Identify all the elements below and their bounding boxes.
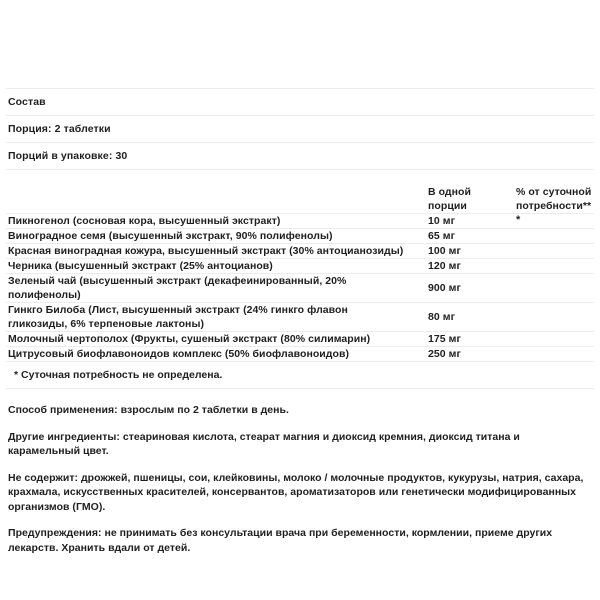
panel-gap — [0, 170, 600, 185]
nutrition-table-body — [6, 214, 594, 362]
ingredient-daily-value — [508, 303, 594, 332]
ingredient-amount: 900 мг — [420, 274, 508, 303]
ingredient-amount: 175 мг — [420, 332, 508, 347]
nutrition-table — [6, 185, 594, 362]
table-row — [6, 347, 594, 362]
ingredient-daily-value — [508, 332, 594, 347]
ingredient-name: Цитрусовый биофлавоноидов комплекс (50% биофлавоноидов) — [6, 347, 420, 362]
ingredient-amount: 65 мг — [420, 229, 508, 244]
table-row — [6, 229, 594, 244]
nutrition-table-head — [6, 185, 594, 214]
panel-title: Состав — [8, 96, 46, 108]
ingredient-amount: 80 мг — [420, 303, 508, 332]
ingredient-name: Пикногенол (сосновая кора, высушенный экстракт) — [6, 214, 420, 229]
ingredient-daily-value — [508, 229, 594, 244]
ingredient-amount: 120 мг — [420, 259, 508, 274]
table-row — [6, 274, 594, 303]
table-row — [6, 214, 594, 229]
top-spacer — [0, 0, 600, 88]
free-from-note: Не содержит: дрожжей, пшеницы, сои, клейковины, молоко / молочные продуктов, кукурузы, натрия, сахара, крахмала, искусственных красителей, консервантов, ароматизаторов или генетически модифицированных организмов (ГМО). — [8, 471, 584, 513]
column-header-daily-value: % от суточной потребности** — [508, 185, 594, 214]
ingredient-daily-value — [508, 347, 594, 362]
column-header-ingredient — [6, 185, 420, 214]
table-row — [6, 259, 594, 274]
daily-value-footnote: * Суточная потребность не определена. — [6, 362, 594, 389]
ingredient-daily-value — [508, 244, 594, 259]
ingredient-daily-value — [508, 259, 594, 274]
ingredient-name: Виноградное семя (высушенный экстракт, 90% полифенолы) — [6, 229, 420, 244]
ingredient-amount: 250 мг — [420, 347, 508, 362]
other-ingredients-note: Другие ингредиенты: стеариновая кислота, стеарат магния и диоксид кремния, диоксид титана и карамельный цвет. — [8, 430, 520, 457]
ingredient-amount: 100 мг — [420, 244, 508, 259]
directions-note: Способ применения: взрослым по 2 таблетки в день. — [8, 404, 289, 416]
serving-size: Порция: 2 таблетки — [8, 123, 111, 135]
ingredient-name: Гинкго Билоба (Лист, высушенный экстракт (24% гинкго флавон гликозиды, 6% терпеновые лактоны) — [6, 303, 420, 332]
ingredient-name: Молочный чертополох (Фрукты, сушеный экстракт (80% силимарин) — [6, 332, 420, 347]
daily-value-asterisk: * — [516, 214, 521, 226]
table-header-row — [6, 185, 594, 214]
ingredient-amount: 10 мг — [420, 214, 508, 229]
column-header-amount-per-serving: В одной порции — [420, 185, 508, 214]
ingredient-name: Зеленый чай (высушенный экстракт (декафеинированный, 20% полифенолы) — [6, 274, 420, 303]
table-row — [6, 303, 594, 332]
warnings-note: Предупреждения: не принимать без консультации врача при беременности, кормлении, приеме других лекарств. Хранить вдали от детей. — [8, 527, 553, 554]
servings-per-container: Порций в упаковке: 30 — [8, 150, 128, 162]
ingredient-daily-value — [508, 274, 594, 303]
ingredient-name: Красная виноградная кожура, высушенный экстракт (30% антоцианозиды) — [6, 244, 420, 259]
supplement-facts-panel — [0, 88, 600, 389]
notes-section — [0, 389, 600, 555]
ingredient-name: Черника (высушенный экстракт (25% антоцианов) — [6, 259, 420, 274]
ingredient-daily-value — [508, 214, 594, 229]
table-row — [6, 332, 594, 347]
table-row — [6, 244, 594, 259]
